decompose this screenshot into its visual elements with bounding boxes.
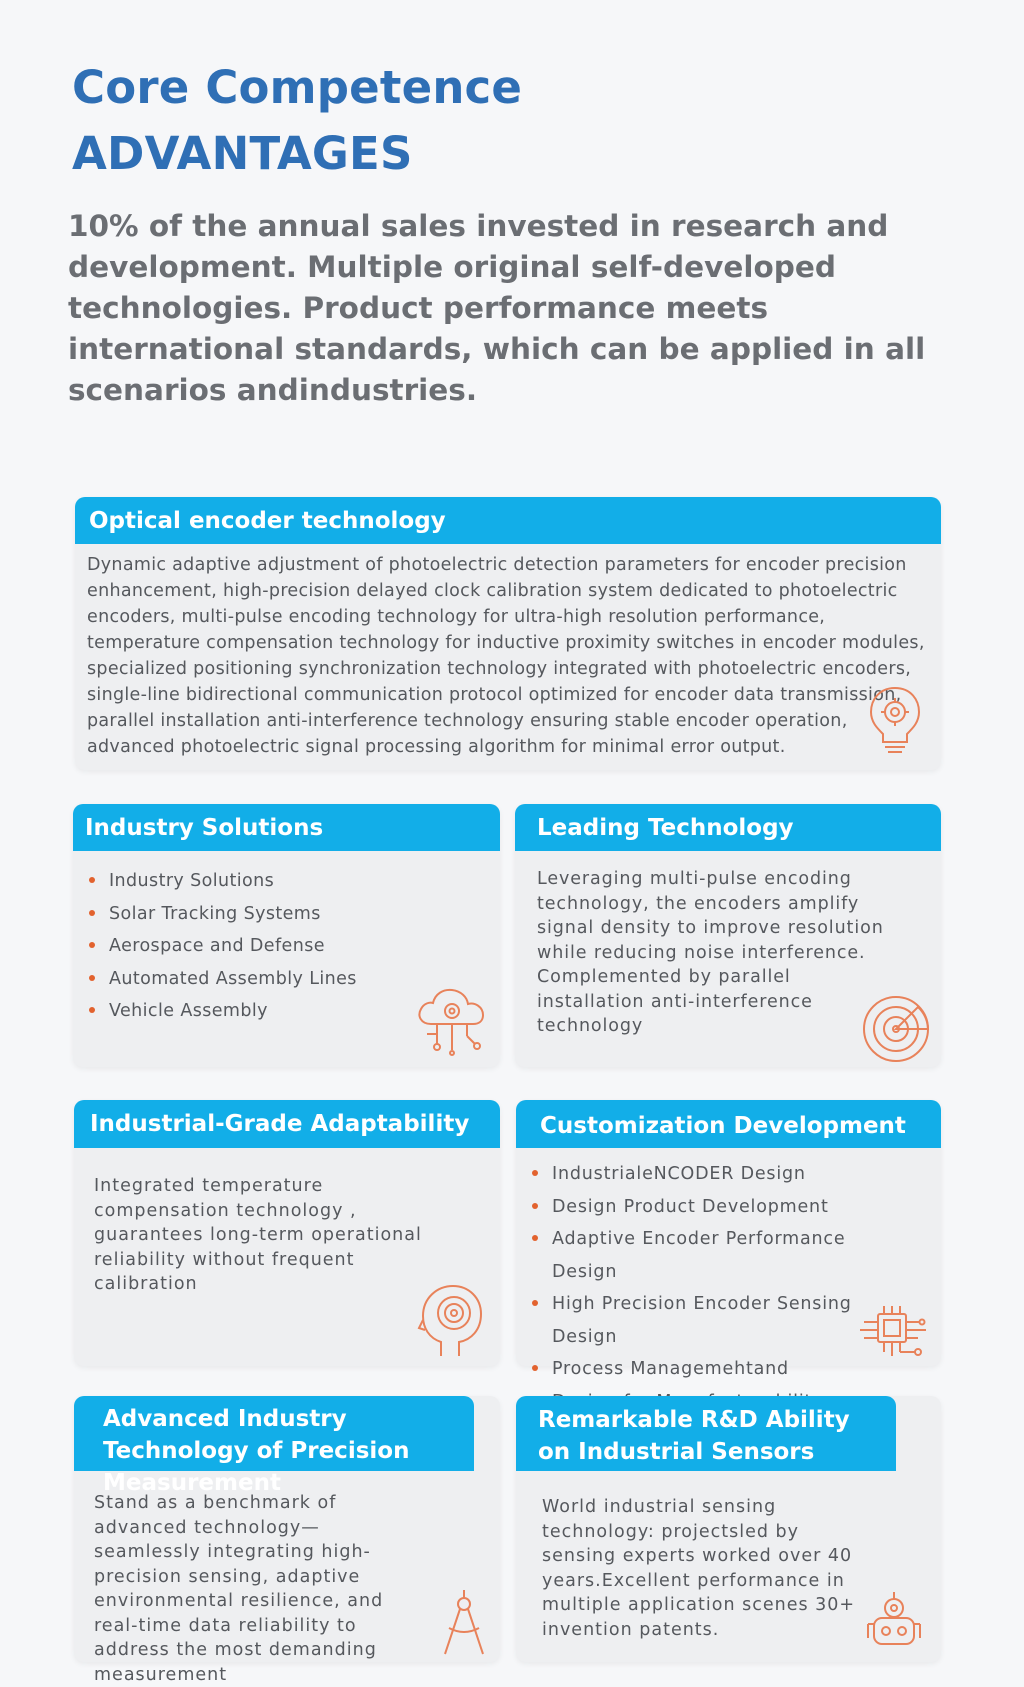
list-item: Industry Solutions: [87, 865, 500, 898]
list-item: Solar Tracking Systems: [87, 898, 500, 931]
list-item: Aerospace and Defense: [87, 930, 500, 963]
card-title: Optical encoder technology: [75, 497, 941, 544]
card-leading-technology: [515, 804, 941, 1067]
card-rnd-ability: [516, 1396, 941, 1662]
radar-icon: [860, 991, 932, 1063]
list-item: Automated Assembly Lines: [87, 963, 500, 996]
card-text: Integrated temperature compensation technology , guarantees long-term operational reliability without frequent calibration: [94, 1176, 422, 1294]
list-item: Design Product Development: [530, 1191, 913, 1224]
card-title: Leading Technology: [515, 804, 941, 851]
card-optical-encoder: [75, 497, 941, 770]
card-title: Remarkable R&D Ability on Industrial Sensors: [516, 1396, 896, 1471]
list-item: IndustrialeNCODER Design: [530, 1158, 913, 1191]
page-title-line-2: ADVANTAGES: [72, 127, 413, 180]
card-text: Dynamic adaptive adjustment of photoelectric detection parameters for encoder precision enhancement, high-precision delayed clock calibration system dedicated to photoelectric encoders, multi-pulse encoding technology for ultra-high resolution performance, temperature compensation technology for inductive proximity switches in encoder modules, specialized positioning synchronization technology integrated with photoelectric encoders, single-line bidirectional communication protocol optimized for encoder data transmission, parallel installation anti-interference technology ensuring stable encoder operation, advanced photoelectric signal processing algorithm for minimal error output.: [87, 555, 925, 757]
customization-list: [516, 1148, 921, 1418]
card-text: Stand as a benchmark of advanced technology—seamlessly integrating high-precision sensing, adaptive environmental resilience, and real-time data reliability to address the most demanding measurement: [94, 1493, 384, 1685]
card-customization-development: [516, 1100, 941, 1379]
card-industrial-adaptability: [74, 1100, 500, 1366]
list-item: Adaptive Encoder Performance Design: [530, 1223, 913, 1288]
cloud-circuit-icon: [413, 984, 491, 1056]
compass-icon: [441, 1588, 487, 1658]
head-gear-icon: [419, 1282, 485, 1360]
card-precision-measurement: [74, 1396, 500, 1685]
card-title: Advanced Industry Technology of Precision Measurement: [74, 1396, 474, 1471]
page-title-line-1: Core Competence: [72, 61, 523, 114]
robot-icon: [864, 1588, 924, 1650]
card-title: Industry Solutions: [73, 804, 500, 851]
card-title: Industrial-Grade Adaptability: [74, 1100, 500, 1148]
list-item: Process Managemehtand: [530, 1353, 860, 1418]
list-item: High Precision Encoder Sensing Design: [530, 1288, 913, 1353]
intro-paragraph: 10% of the annual sales invested in research and development. Multiple original self-developed technologies. Product performance meets international standards, which can be applied in all scenarios andindustries.: [68, 209, 926, 407]
lightbulb-gear-icon: [865, 684, 925, 756]
chip-circuit-icon: [856, 1296, 932, 1364]
card-text: World industrial sensing technology: projectsled by sensing experts worked over 40 years.Excellent performance in multiple application scenes 30+ invention patents.: [542, 1497, 856, 1640]
list-item: Vehicle Assembly: [87, 995, 500, 1028]
card-industry-solutions: [73, 804, 500, 1067]
card-text: Leveraging multi-pulse encoding technology, the encoders amplify signal density to improve resolution while reducing noise interference. Complemented by parallel installation anti-interference technology: [537, 869, 884, 1036]
card-title: Customization Development: [516, 1100, 941, 1148]
